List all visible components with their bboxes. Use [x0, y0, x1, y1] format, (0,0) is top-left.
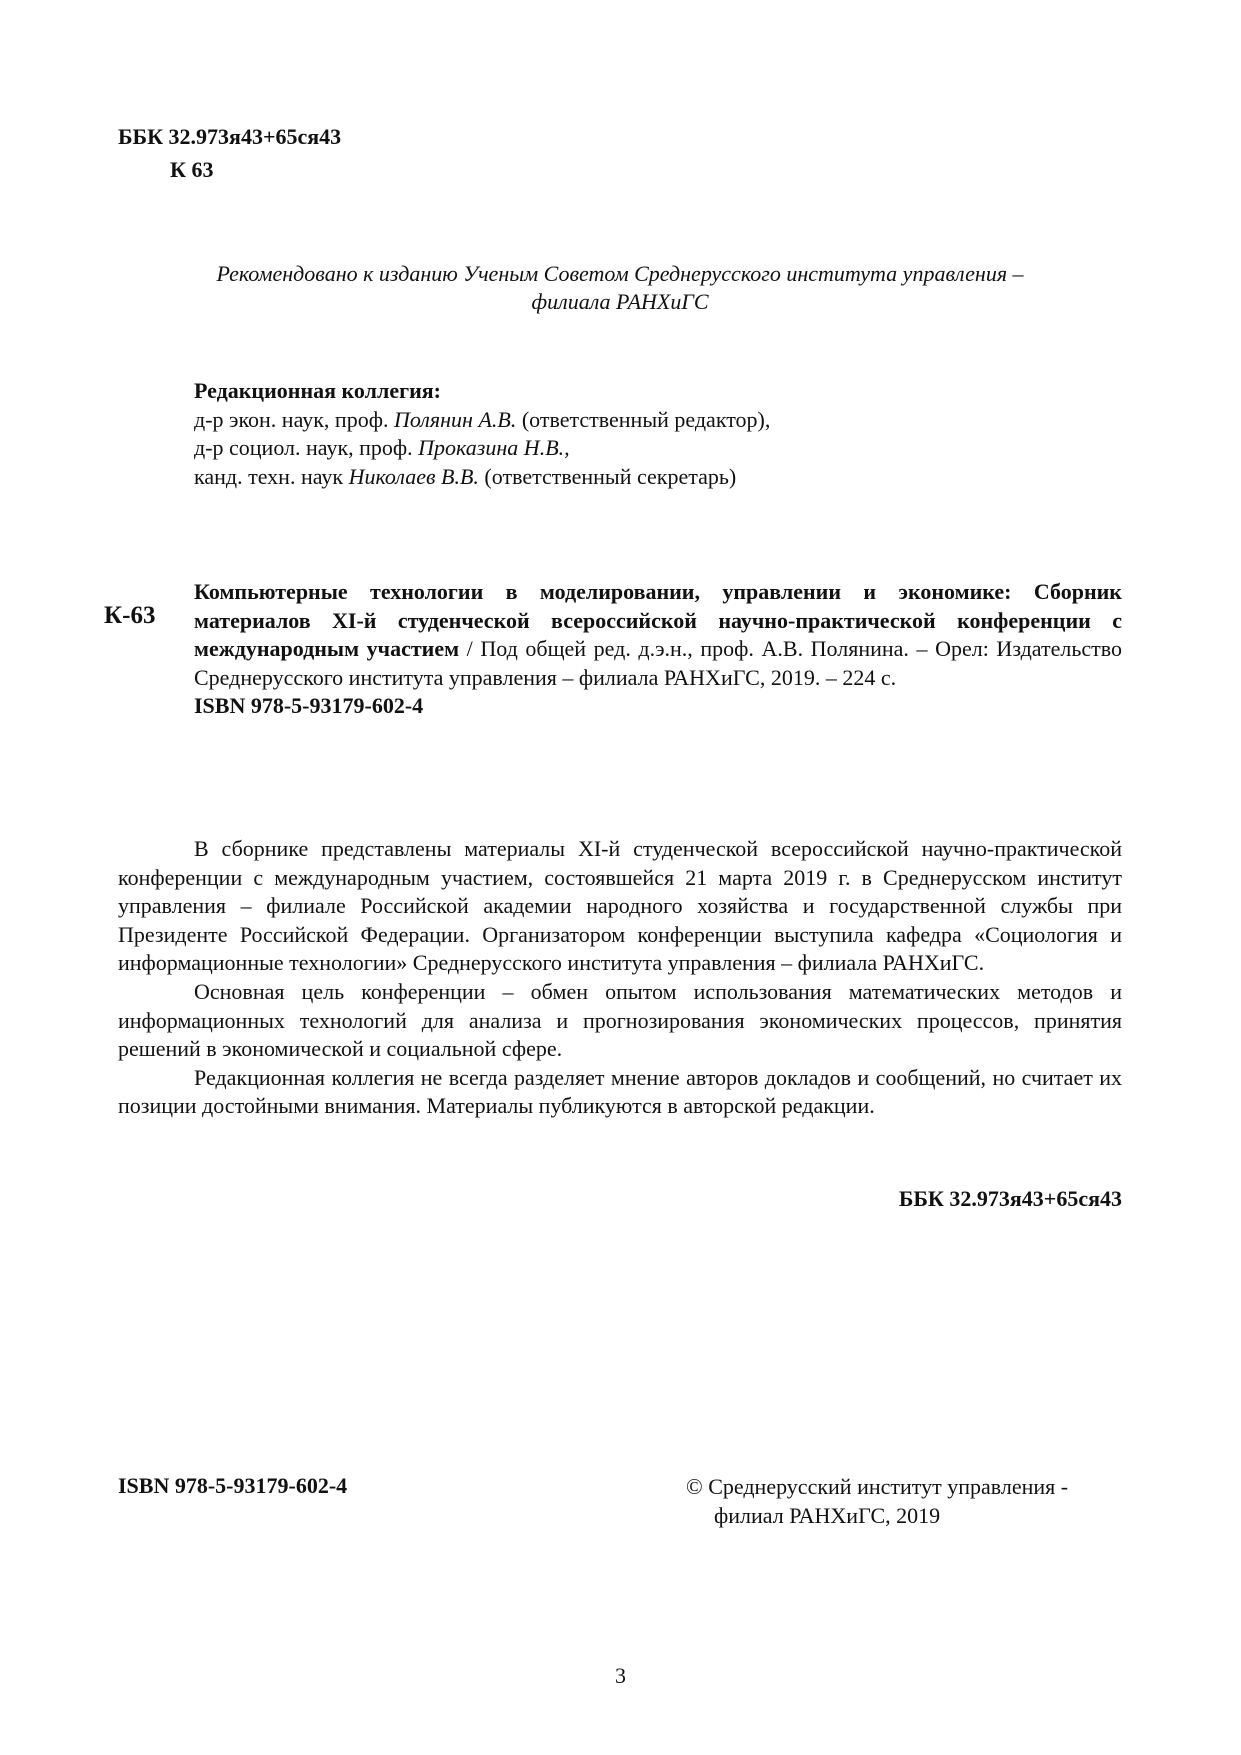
member-degree: д-р социол. наук, проф. [194, 435, 419, 461]
annotation-paragraph: В сборнике представлены материалы XI-й студенческой всероссийской научно-практической конференции с международным участием, состоявшейся 21 марта 2019 г. в Среднерусском институт управления – филиале Российской академии народного хозяйства и государственной службы при Президенте Российской Федерации. Организатором конференции выступила кафедра «Социология и информационные технологии» Среднерусского института управления – филиала РАНХиГС. [118, 836, 1122, 976]
annotation-paragraph: Редакционная коллегия не всегда разделяет мнение авторов докладов и сообщений, но считает их позиции достойными внимания. Материалы публикуются в авторской редакции. [118, 1064, 1122, 1119]
editorial-member [194, 434, 770, 463]
editorial-board-title: Редакционная коллегия: [194, 378, 441, 403]
author-sign: К 63 [170, 157, 214, 182]
bbk-index: ББК 32.973я43+65ся43 [118, 124, 342, 149]
publication-details: / Под общей ред. д.э.н., проф. А.В. Полянина. – Орел: Издательство Среднерусского института управления – филиала РАНХиГС, 2019. – 224 с. [194, 636, 1123, 690]
bbk-header [118, 120, 341, 186]
recommendation-line-1: Рекомендовано к изданию Ученым Советом Среднерусского института управления – [216, 261, 1024, 286]
member-name: Проказина Н.В., [418, 435, 570, 461]
book-title: Компьютерные технологии в моделировании, управлении и экономике: Сборник материалов XI-й студенческой всероссийской научно-практической конференции с международным участием [194, 579, 1122, 662]
annotation-paragraph: Основная цель конференции – обмен опытом использования математических методов и информационных технологий для анализа и прогнозирования экономических процессов, принятия решений в экономической и социальной сфере. [118, 978, 1122, 1062]
catalog-mark: К-63 [104, 602, 156, 629]
member-name: Николаев В.В. [348, 463, 479, 489]
annotation [118, 835, 1122, 1121]
member-role: (ответственный редактор), [516, 406, 771, 432]
editorial-board [194, 377, 770, 491]
copyright-line-2: филиал РАНХиГС, 2019 [714, 1502, 941, 1528]
member-role: (ответственный секретарь) [478, 463, 737, 489]
page-number: 3 [615, 1663, 626, 1688]
footer-isbn: ISBN 978-5-93179-602-4 [118, 1473, 348, 1498]
member-degree: канд. техн. наук [194, 463, 349, 489]
editorial-member [194, 406, 770, 435]
bibliographic-record [194, 578, 1122, 721]
editorial-member [194, 463, 770, 492]
copyright-notice [686, 1473, 1068, 1530]
publication-recommendation [118, 260, 1122, 316]
bbk-footer-index: ББК 32.973я43+65ся43 [898, 1186, 1122, 1211]
recommendation-line-2: филиала РАНХиГС [531, 289, 709, 315]
copyright-line-1: © Среднерусский институт управления - [686, 1474, 1069, 1499]
member-name: Полянин А.В. [393, 406, 517, 432]
member-degree: д-р экон. наук, проф. [194, 406, 394, 432]
catalog-isbn: ISBN 978-5-93179-602-4 [194, 693, 424, 719]
